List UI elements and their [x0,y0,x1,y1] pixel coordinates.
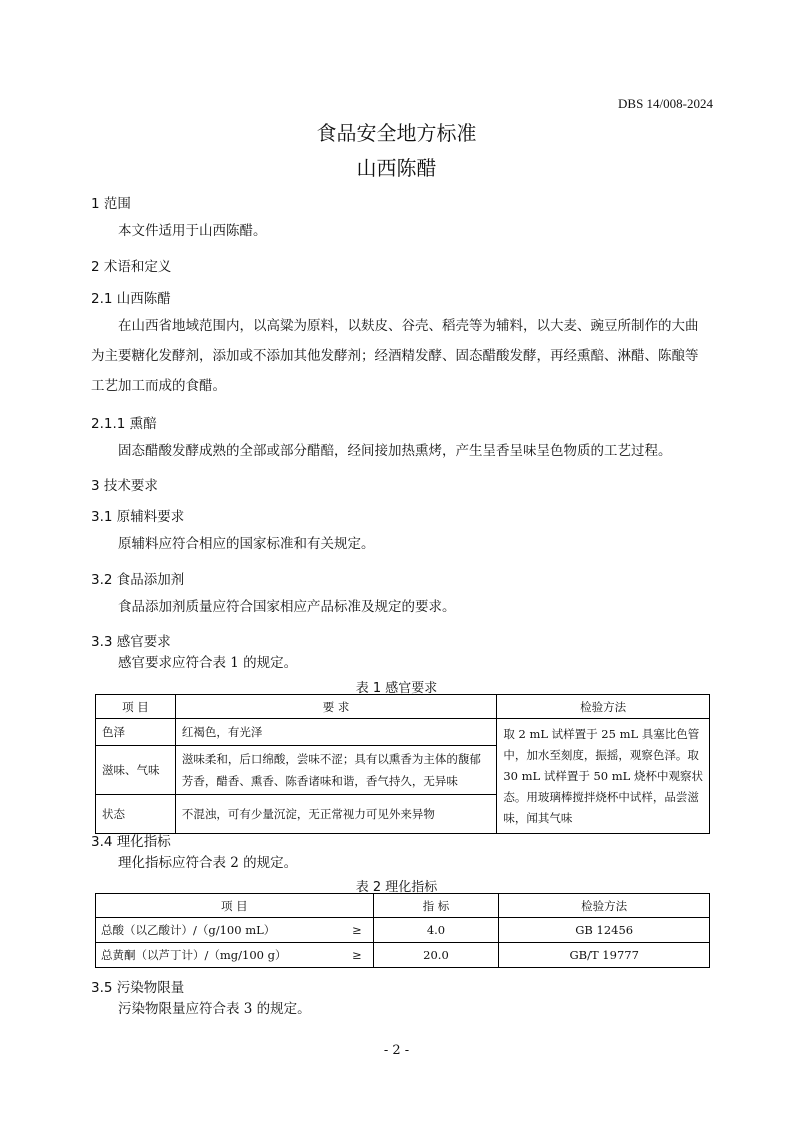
document-title: 食品安全地方标准 [316,121,477,145]
table-header-cell: 检验方法 [497,695,710,719]
section-3-1-heading: 3.1 原辅料要求 [91,509,185,525]
table-header-row [96,695,710,719]
document-code: DBS 14/008-2024 [618,96,713,111]
section-3-1-text-content: 原辅料应符合相应的国家标准和有关规定。 [118,536,375,552]
item-cell: 滋味、气味 [96,746,176,795]
table-header-cell: 项 目 [96,695,176,719]
sensory-requirements-table [95,694,710,834]
section-2-1-1-text [91,436,716,466]
section-3-3-text-content: 感官要求应符合表 1 的规定。 [118,655,298,671]
method-cell: GB 12456 [499,918,710,943]
document-subtitle: 山西陈醋 [356,156,437,180]
section-1-heading: 1 范围 [91,196,131,212]
section-3-1-text [91,529,716,559]
item-cell: 状态 [96,795,176,834]
physicochemical-table [95,893,710,968]
table-header-cell: 指 标 [373,894,499,918]
value-cell: 4.0 [373,918,499,943]
section-3-5-text [91,994,716,1024]
section-3-2-heading: 3.2 食品添加剂 [91,572,185,588]
section-3-5-text-content: 污染物限量应符合表 3 的规定。 [118,1001,311,1017]
item-cell: 总酸（以乙酸计）/（g/100 mL） [96,918,342,943]
section-3-2-text [91,592,716,622]
section-3-5-heading: 3.5 污染物限量 [91,980,185,996]
section-2-1-1-text-content: 固态醋酸发酵成熟的全部或部分醋醅，经间接加热熏烤，产生呈香呈味呈色物质的工艺过程。 [118,443,672,459]
table-row [96,943,710,968]
table-row [96,918,710,943]
operator-cell: ≥ [341,918,373,943]
section-3-4-text [91,848,716,878]
value-cell: 20.0 [373,943,499,968]
item-cell: 总黄酮（以芦丁计）/（mg/100 g） [96,943,342,968]
method-cell: GB/T 19777 [499,943,710,968]
method-cell: 取 2 mL 试样置于 25 mL 具塞比色管中，加水至刻度，振摇，观察色泽。取 30 mL 试样置于 50 mL 烧杯中观察状态。用玻璃棒搅拌烧杯中试样，品尝滋味，闻其气味 [497,719,710,834]
section-2-1-line-1-text: 在山西省地域范围内，以高粱为原料，以麸皮、谷壳、稻壳等为辅料，以大麦、豌豆所制作的大曲 [118,318,699,334]
table-2-caption: 表 2 理化指标 [355,880,438,895]
requirement-cell: 滋味柔和，后口绵酸，尝味不涩；具有以熏香为主体的馥郁芳香，醋香、熏香、陈香诸味和谐，香气持久，无异味 [175,746,496,795]
section-3-4-text-content: 理化指标应符合表 2 的规定。 [118,855,298,871]
table-header-cell: 项 目 [96,894,374,918]
section-3-3-text [91,648,716,678]
section-2-1-heading: 2.1 山西陈醋 [91,291,171,307]
section-3-4-heading: 3.4 理化指标 [91,834,171,850]
table-header-row [96,894,710,918]
operator-cell: ≥ [341,943,373,968]
table-header-cell: 检验方法 [499,894,710,918]
section-3-2-text-content: 食品添加剂质量应符合国家相应产品标准及规定的要求。 [118,599,456,615]
table-1-caption: 表 1 感官要求 [355,681,438,696]
section-3-3-heading: 3.3 感官要求 [91,634,171,650]
section-2-1-line-3: 工艺加工而成的食醋。 [91,378,226,394]
requirement-cell: 红褐色，有光泽 [175,719,496,746]
page-number: - 2 - [383,1043,410,1058]
section-2-1-line-2: 为主要糖化发酵剂，添加或不添加其他发酵剂；经酒精发酵、固态醋酸发酵，再经熏醅、淋醋、陈酿等 [91,348,699,364]
section-1-text-content: 本文件适用于山西陈醋。 [118,223,267,239]
table-row [96,719,710,746]
section-1-text [91,216,716,246]
section-2-heading: 2 术语和定义 [91,259,172,275]
section-3-heading: 3 技术要求 [91,478,158,494]
item-cell: 色泽 [96,719,176,746]
requirement-cell: 不混浊，可有少量沉淀，无正常视力可见外来异物 [175,795,496,834]
section-2-1-line-1 [91,311,716,341]
section-2-1-1-heading: 2.1.1 熏醅 [91,416,157,432]
table-header-cell: 要 求 [175,695,496,719]
